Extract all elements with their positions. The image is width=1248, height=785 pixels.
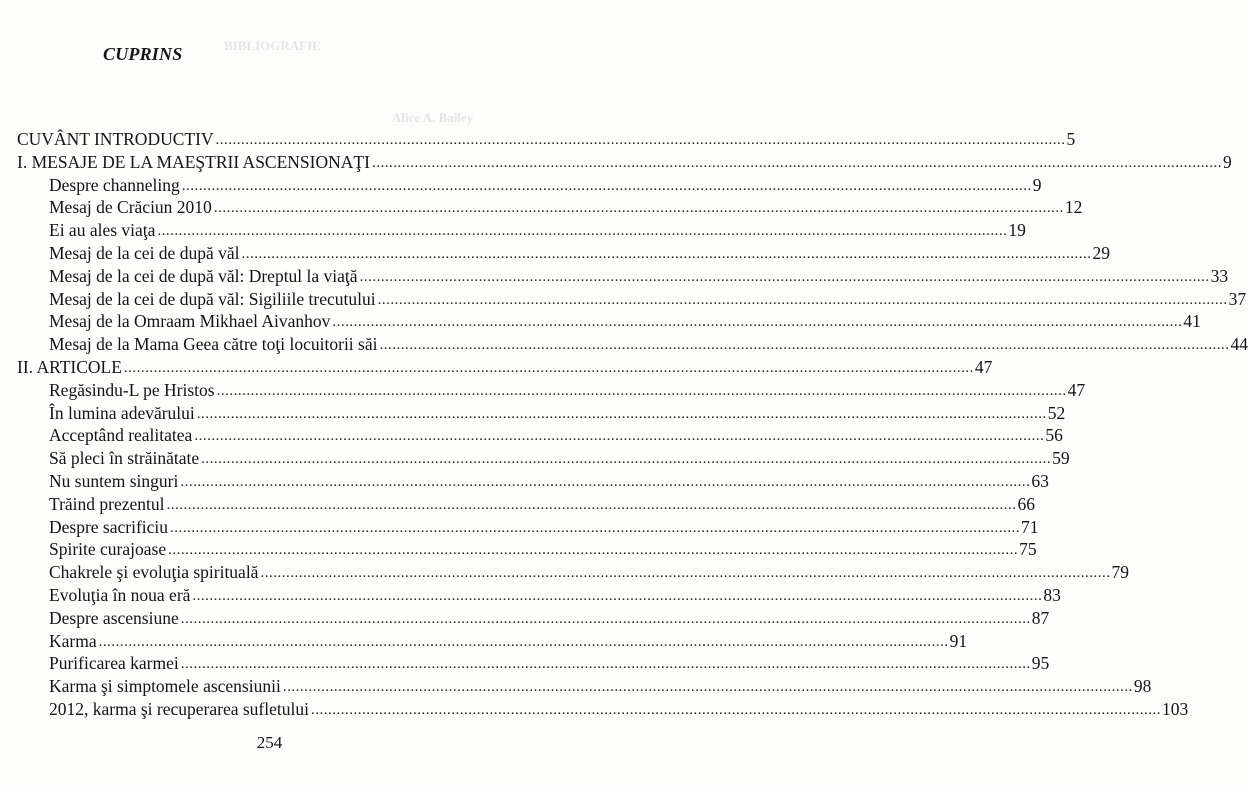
toc-entry-page: 66 [1017, 493, 1036, 514]
toc-entry [49, 241, 1110, 263]
toc-entry [49, 515, 1039, 537]
toc-entry [49, 674, 1152, 697]
toc-entry [49, 560, 1129, 583]
toc-entry [49, 423, 1063, 446]
toc-entry-page: 47 [1067, 379, 1086, 400]
toc-entry [49, 378, 1086, 400]
toc-entry [17, 355, 993, 377]
toc-entry [49, 287, 1247, 309]
dot-leader: ........................................................................................................................................................................................................ [241, 246, 1092, 262]
toc-entry [49, 173, 1042, 195]
bleed-through-author: Alice A. Bailey [392, 110, 474, 125]
dot-leader: ........................................................................................................................................................................................................ [180, 610, 1031, 627]
toc-entry-title: Acceptând realitatea [49, 425, 193, 446]
toc-entry-title: I. MESAJE DE LA MAEŞTRII ASCENSIONAŢI [17, 151, 370, 172]
toc-entry-title: Nu suntem singuri [49, 471, 179, 491]
dot-leader: ........................................................................................................................................................................................................ [196, 405, 1047, 422]
toc-entry-page: 44 [1230, 334, 1248, 355]
dot-leader: ........................................................................................................................................................................................................ [170, 519, 1021, 536]
toc-entry-page: 79 [1111, 562, 1129, 583]
toc-entry-page: 5 [1066, 129, 1076, 149]
dot-leader: ........................................................................................................................................................................................................ [123, 360, 974, 376]
toc-entry-page: 95 [1031, 653, 1050, 674]
dot-leader: ........................................................................................................................................................................................................ [201, 451, 1052, 468]
dot-leader: ........................................................................................................................................................................................................ [377, 291, 1228, 308]
bleed-through-heading: BIBLIOGRAFIE [224, 38, 321, 53]
toc-entry-title: Să pleci în străinătate [49, 448, 200, 469]
toc-entry-page: 52 [1047, 402, 1066, 423]
toc-entry [49, 697, 1189, 719]
toc-entry-page: 37 [1228, 288, 1247, 309]
dot-leader: ........................................................................................................................................................................................................ [213, 200, 1064, 217]
toc-entry-page: 9 [1222, 151, 1232, 172]
toc-entry-page: 71 [1021, 516, 1039, 537]
toc-entry [49, 195, 1083, 218]
toc-entry-title: Karma [49, 630, 97, 651]
toc-entry [49, 606, 1050, 628]
toc-entry-page: 47 [974, 357, 993, 377]
dot-leader: ........................................................................................................................................................................................................ [166, 496, 1017, 513]
toc-entry-title: CUVÂNT INTRODUCTIV [17, 129, 214, 149]
dot-leader: ........................................................................................................................................................................................................ [194, 428, 1045, 445]
toc-entry-page: 29 [1092, 243, 1110, 263]
toc-entry [49, 264, 1229, 286]
toc-entry [49, 651, 1050, 674]
dot-leader: ........................................................................................................................................................................................................ [282, 679, 1133, 696]
toc-entry-title: Mesaj de la cei de după văl: Sigiliile trecutului [49, 288, 376, 309]
toc-entry-title: Mesaj de la cei de după văl [49, 243, 240, 263]
toc-entry [17, 150, 1232, 172]
toc-entry-title: Mesaj de la cei de după văl: Dreptul la viaţă [49, 265, 358, 286]
toc-entry [49, 332, 1248, 355]
toc-entry [49, 469, 1049, 491]
dot-leader: ........................................................................................................................................................................................................ [359, 268, 1210, 285]
toc-entry [49, 218, 1026, 241]
dot-leader: ........................................................................................................................................................................................................ [192, 588, 1043, 604]
toc-entry-title: Spirite curajoase [49, 539, 167, 560]
toc-entry-title: Mesaj de la Omraam Mikhael Aivanhov [49, 311, 331, 332]
page-number: 254 [256, 733, 283, 752]
dot-leader: ........................................................................................................................................................................................................ [379, 337, 1230, 354]
toc-entry-page: 9 [1032, 174, 1042, 195]
dot-leader: ........................................................................................................................................................................................................ [216, 382, 1067, 399]
toc-entry [49, 537, 1037, 560]
dot-leader: ........................................................................................................................................................................................................ [157, 223, 1008, 240]
toc-entry-title: Regăsindu-L pe Hristos [49, 379, 215, 400]
toc-entry-title: Despre sacrificiu [49, 516, 169, 537]
dot-leader: ........................................................................................................................................................................................................ [168, 542, 1019, 559]
toc-entry-page: 56 [1045, 425, 1063, 446]
toc-entry-title: Despre channeling [49, 174, 180, 195]
toc-entry-page: 19 [1008, 220, 1026, 241]
toc-entry [17, 127, 1076, 149]
toc-entry-page: 12 [1064, 197, 1083, 218]
toc-entry-page: 91 [949, 630, 968, 651]
toc-entry-page: 41 [1183, 311, 1201, 332]
toc-entry-page: 63 [1031, 471, 1049, 491]
toc-entry [49, 401, 1066, 423]
toc-entry-title: II. ARTICOLE [17, 357, 122, 377]
toc-entry [49, 446, 1070, 469]
toc-entry [49, 583, 1061, 605]
toc-entry-page: 33 [1210, 265, 1229, 286]
toc-entry-title: Mesaj de la Mama Geea către toţi locuitorii săi [49, 334, 378, 355]
toc-entry-title: Ei au ales viaţa [49, 220, 156, 241]
dot-leader: ........................................................................................................................................................................................................ [310, 702, 1161, 718]
dot-leader: ........................................................................................................................................................................................................ [260, 565, 1111, 582]
toc-entry-page: 83 [1043, 585, 1061, 605]
toc-entry-page: 98 [1133, 676, 1152, 697]
toc-entry-title: Purificarea karmei [49, 653, 179, 674]
toc-entry-title: 2012, karma şi recuperarea sufletului [49, 699, 309, 719]
toc-entry-page: 103 [1161, 699, 1189, 719]
toc-entry-title: Chakrele şi evoluţia spirituală [49, 562, 259, 583]
toc-entry-title: Despre ascensiune [49, 607, 179, 628]
toc-entry [49, 629, 968, 651]
toc-entry-title: În lumina adevărului [49, 402, 195, 423]
toc-entry-title: Karma şi simptomele ascensiunii [49, 676, 281, 697]
dot-leader: ........................................................................................................................................................................................................ [180, 656, 1031, 673]
toc-entry-page: 87 [1031, 607, 1050, 628]
dot-leader: ........................................................................................................................................................................................................ [332, 314, 1183, 331]
dot-leader: ........................................................................................................................................................................................................ [98, 633, 949, 650]
toc-entry-page: 75 [1019, 539, 1037, 560]
toc-entry [49, 492, 1036, 514]
toc-entry [49, 309, 1201, 332]
dot-leader: ........................................................................................................................................................................................................ [181, 177, 1032, 194]
toc-entry-title: Mesaj de Crăciun 2010 [49, 197, 212, 218]
dot-leader: ........................................................................................................................................................................................................ [215, 132, 1066, 148]
page-title: CUPRINS [103, 44, 183, 64]
toc-entry-title: Trăind prezentul [49, 493, 165, 514]
dot-leader: ........................................................................................................................................................................................................ [371, 154, 1222, 171]
dot-leader: ........................................................................................................................................................................................................ [180, 474, 1031, 490]
toc-entry-page: 59 [1052, 448, 1070, 469]
toc-entry-title: Evoluţia în noua eră [49, 585, 191, 605]
